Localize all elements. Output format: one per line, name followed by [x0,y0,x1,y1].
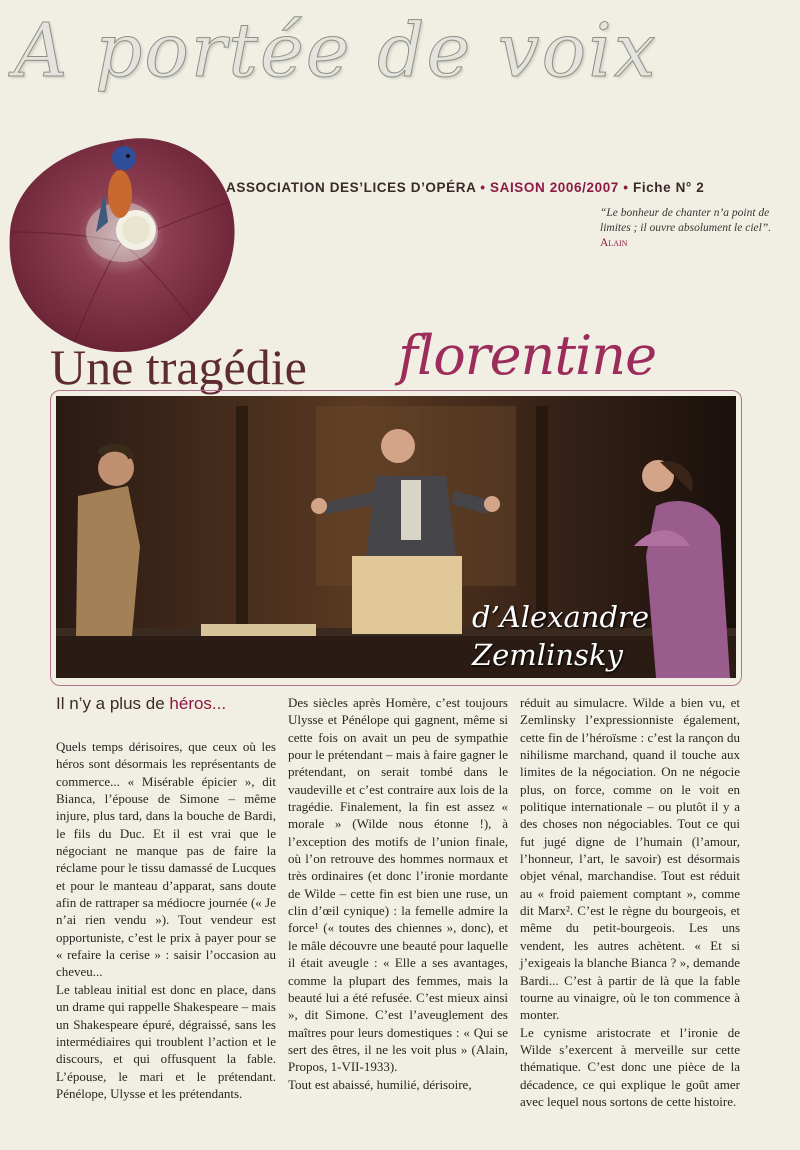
article-column-1 [56,738,276,1102]
article-column-3 [520,694,740,1110]
subtitle-line-1: d’Alexandre [472,600,650,634]
association-header [226,180,792,195]
paragraph: réduit au simulacre. Wilde a bien vu, et Zemlinsky l’expressionniste également, cette fin de l’héroïsme : c’est la rançon du nihilisme marchand, quand il touche aux limites de la négociation. On ne négocie plus, on force, comme on le voit en politique internationale – ou plutôt il y a des choses non négociables. Tout ce qui fut jugé digne de l’humain (l’amour, l’honneur, l’art, le savoir) est désormais objet vénal, marchandise. Tout est réduit au « froid paiement comptant », comme dit Marx². C’est le règne du bourgeois, et même du petit-bourgeois. Les uns vendent, les autres achètent. « Et si j’exigeais la blanche Bianca ? », demande Bardi... C’est à partir de là que la fable tourne au vinaigre, où le ton commence à monter. [520,695,740,1023]
composer-subtitle [472,598,722,674]
epigraph-quote [600,206,790,251]
heading-accent: héros... [169,694,227,713]
quote-text: “Le bonheur de chanter n’a point de limites ; il ouvre absolument le ciel”. [600,207,772,234]
paragraph: Tout est abaissé, humilié, dérisoire, [288,1076,472,1092]
heading-text: Il n’y a plus de [56,694,170,713]
title-part-2: florentine [398,324,657,387]
article-column-2 [288,694,508,1093]
title-part-1: Une tragédie [50,339,307,395]
season-label: SAISON 2006/2007 [489,180,619,195]
paragraph: Quels temps dérisoires, que ceux où les héros sont désormais les représentants de commerce... « Misérable épicier », dit Bianca, l’épouse de Simone – même injure, plus tard, dans la bouche de Bardi, le fils du Duc. Et il est vrai que le négociant ne manque pas de faire la réclame pour le tissu damassé de Lucques et pour le manteau d’apparat, sans doute afin de rattraper sa médiocre journée (« Je n’ai rien vendu »). Tout vendeur est opportuniste, c’est le prix à payer pour se « refaire la cerise » : saisir l’occasion au cheveu... [56,739,276,980]
association-name: ASSOCIATION DES’LICES D’OPÉRA [226,180,476,195]
paragraph: Le cynisme aristocrate et l’ironie de Wilde s’exercent à merveille sur cette thématique. C’est donc une pièce de la décadence, ce qui explique le goût amer avec lequel nous sortons de cette histoire. [520,1024,740,1109]
subtitle-line-2: Zemlinsky [472,638,623,672]
paragraph: Le tableau initial est donc en place, dans un drame qui rappelle Shakespeare – mais un Shakespeare épuré, dégraissé, sans les intermédiaires qui troublent l’action et le discours, et qui offusquent la fable. L’épouse, le mari et le prétendant. Pénélope, Ulysse et les prétendants. [56,981,276,1101]
masthead-title: A portée de voix [14,8,658,94]
fiche-number: Fiche N° 2 [632,180,705,195]
quote-author: Alain [600,237,628,249]
hibiscus-bird-illustration [4,132,240,358]
bullet-separator-2: • [623,180,629,195]
paragraph: Des siècles après Homère, c’est toujours Ulysse et Pénélope qui gagnent, même si cette fois on avait un peu de sympathie pour le prétendant – mais à faire gagner le prétendant, on serait tombé dans le vaudeville et c’est contraire aux lois de la tragédie. Finalement, la fin est assez « morale » (Wilde nous étonne !), à l’exception des motifs de l’union finale, où l’on retrouve des hommes normaux et très ordinaires (et donc l’ironie mordante de Wilde – cette fin est bien une ruse, un clin d’œil cynique) : la femelle admire la force¹ (« toutes des chiennes », donc), et le mâle découvre une beauté pour laquelle il était aveugle : « Elle a ses avantages, comme la plupart des femmes, mais la beauté lui a été refusée. C’est mieux ainsi », dit Simone. C’est l’aveuglement des maîtres pour leurs domestiques : « Qui se sert des êtres, il ne les voit plus » (Alain, Propos, 1-VII-1933). [288,695,508,1075]
bullet-separator: • [480,180,486,195]
article-heading [56,694,226,714]
